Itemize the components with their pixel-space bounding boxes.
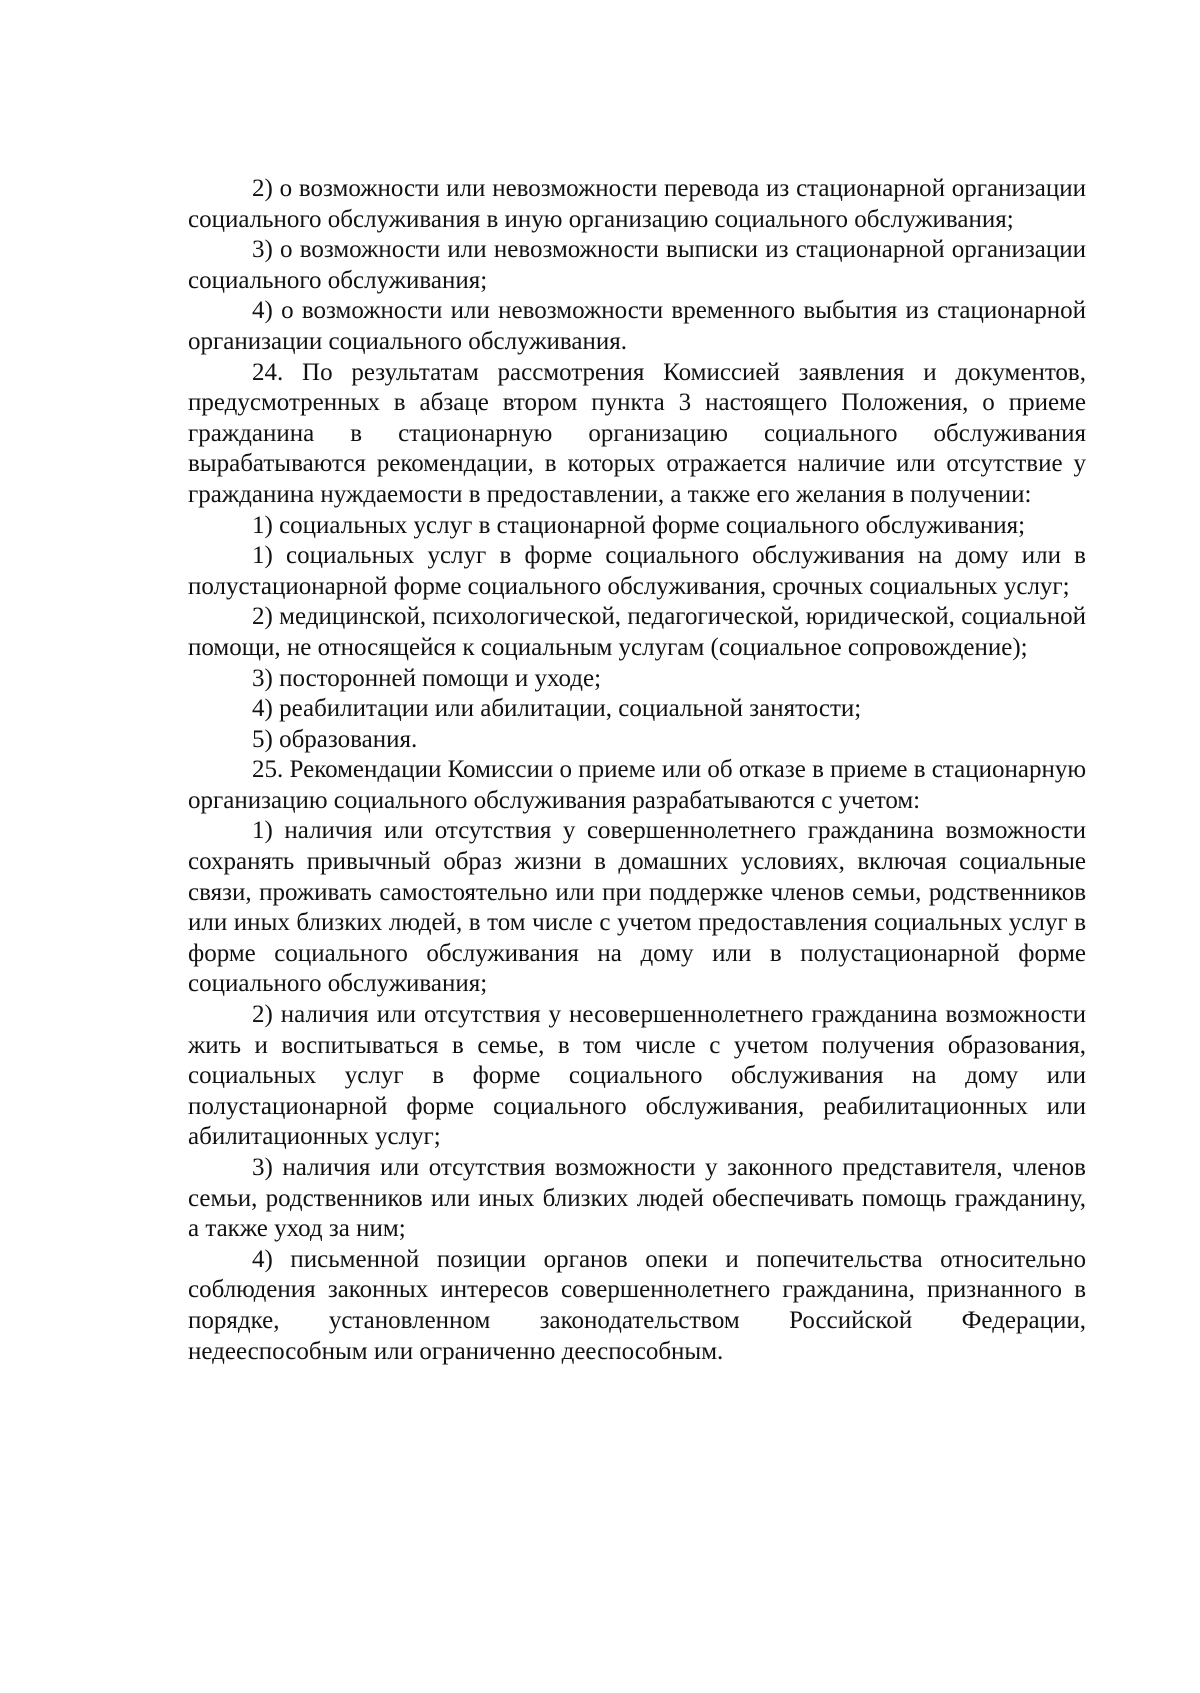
paragraph-item-1-stationary-services: 1) социальных услуг в стационарной форме социального обслуживания; — [252, 511, 1026, 539]
paragraph-item-4-guardianship-position: 4) письменной позиции органов опеки и попечительства относительно соблюдения законных интересов совершеннолетнего гражданина, признанного в порядке, установленном законодательством Российской Федерации, недееспособным или ограниченно дееспособным. — [188, 1245, 1086, 1365]
paragraph-item-3-discharge: 3) о возможности или невозможности выписки из стационарной организации социального обслуживания; — [188, 236, 1086, 294]
paragraph-clause-25: 25. Рекомендации Комиссии о приеме или об отказе в приеме в стационарную организацию социального обслуживания разрабатываются с учетом: — [188, 756, 1086, 814]
paragraph-item-2-social-support: 2) медицинской, психологической, педагогической, юридической, социальной помощи, не относящейся к социальным услугам (социальное сопровождение); — [188, 603, 1086, 661]
document-body — [188, 174, 1086, 1367]
paragraph-item-4-rehabilitation: 4) реабилитации или абилитации, социальной занятости; — [252, 695, 862, 723]
paragraph-item-1-home-services: 1) социальных услуг в форме социального обслуживания на дому или в полустационарной форме социального обслуживания, срочных социальных услуг; — [188, 542, 1086, 600]
paragraph-item-3-legal-representative: 3) наличия или отсутствия возможности у законного представителя, членов семьи, родственников или иных близких людей обеспечивать помощь гражданину, а также уход за ним; — [188, 1154, 1086, 1243]
paragraph-item-2-transfer: 2) о возможности или невозможности перевода из стационарной организации социального обслуживания в иную организацию социального обслуживания; — [188, 175, 1086, 233]
paragraph-item-3-outside-help: 3) посторонней помощи и уходе; — [252, 664, 602, 692]
paragraph-item-5-education: 5) образования. — [252, 725, 418, 753]
paragraph-item-4-temporary-leave: 4) о возможности или невозможности временного выбытия из стационарной организации социального обслуживания. — [188, 297, 1086, 355]
paragraph-item-2-minor-citizen: 2) наличия или отсутствия у несовершеннолетнего гражданина возможности жить и воспитываться в семье, в том числе с учетом получения образования, социальных услуг в форме социального обслуживания на дому или полустационарной форме социального обслуживания, реабилитационных или абилитационных услуг; — [188, 1001, 1086, 1151]
paragraph-item-1-adult-citizen: 1) наличия или отсутствия у совершеннолетнего гражданина возможности сохранять привычный образ жизни в домашних условиях, включая социальные связи, проживать самостоятельно или при поддержке членов семьи, родственников или иных близких людей, в том числе с учетом предоставления социальных услуг в форме социального обслуживания на дому или в полустационарной форме социального обслуживания; — [188, 817, 1086, 998]
paragraph-clause-24: 24. По результатам рассмотрения Комиссией заявления и документов, предусмотренных в абзаце втором пункта 3 настоящего Положения, о приеме гражданина в стационарную организацию социального обслуживания вырабатываются рекомендации, в которых отражается наличие или отсутствие у гражданина нуждаемости в предоставлении, а также его желания в получении: — [188, 358, 1086, 508]
